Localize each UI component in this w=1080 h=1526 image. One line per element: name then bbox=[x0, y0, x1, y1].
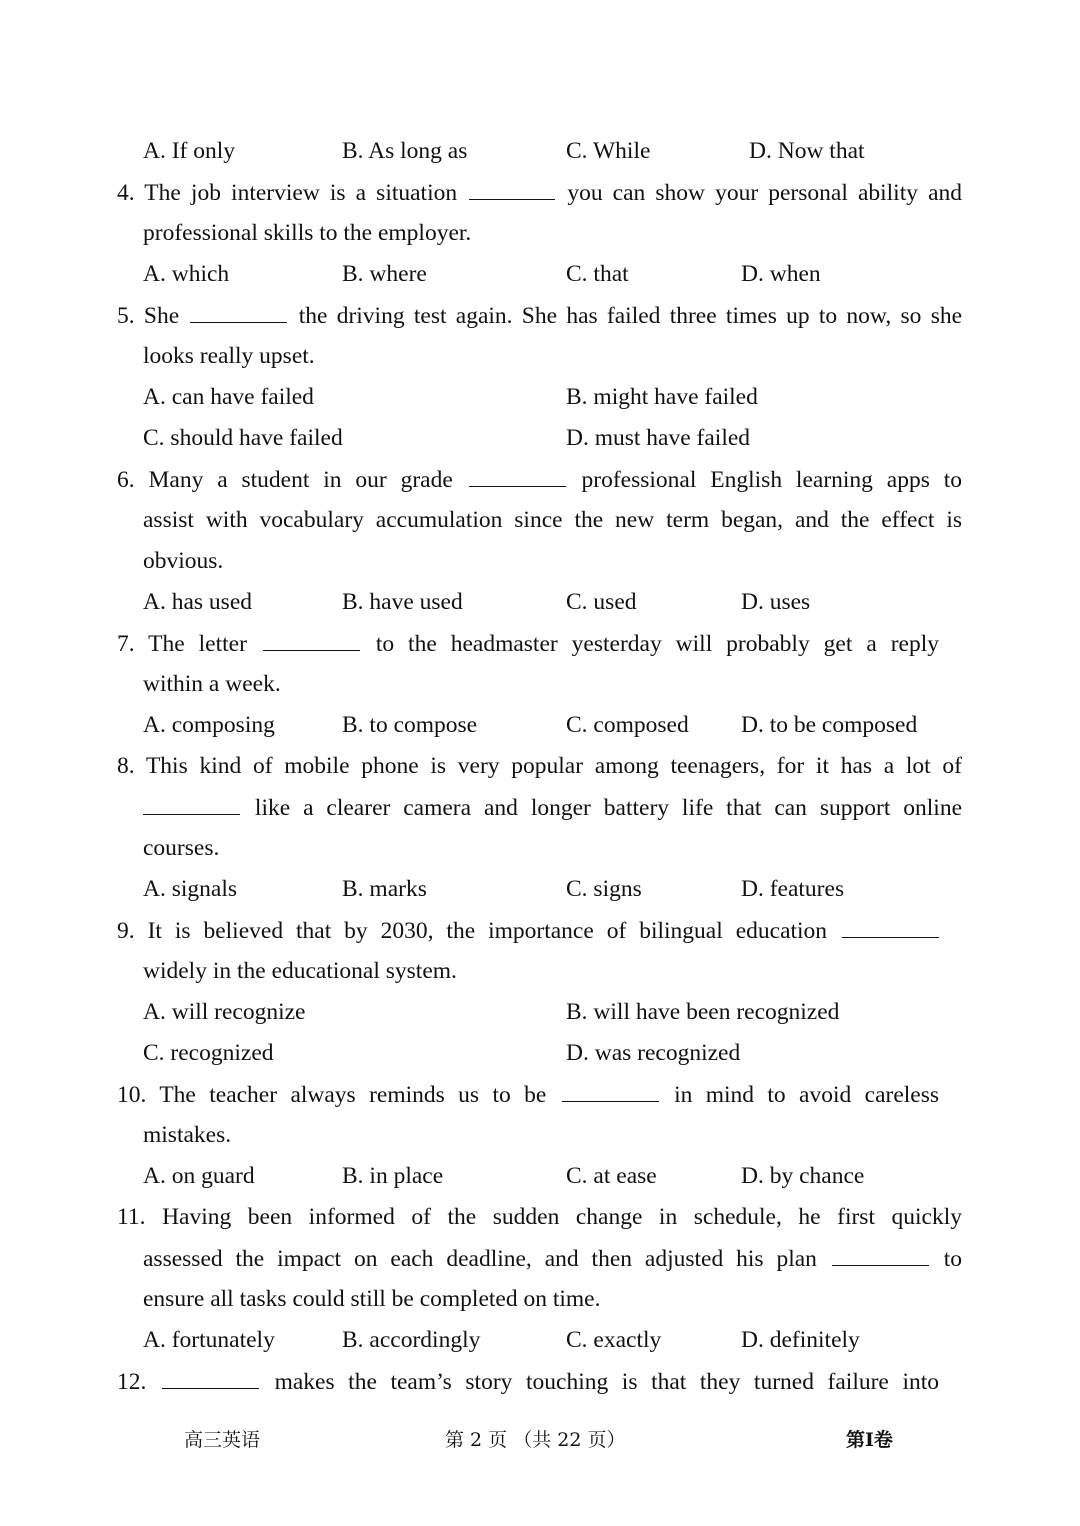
q4-blank bbox=[469, 177, 555, 200]
q7-option-d: D. to be composed bbox=[741, 712, 918, 738]
q3-option-d: D. Now that bbox=[749, 138, 865, 164]
q4-option-b: B. where bbox=[342, 261, 427, 287]
q7-blank bbox=[263, 628, 360, 651]
q5-option-d: D. must have failed bbox=[566, 425, 751, 451]
q3-option-c: C. While bbox=[566, 138, 651, 164]
q10-option-c: C. at ease bbox=[566, 1163, 657, 1189]
q3-option-a: A. If only bbox=[143, 138, 236, 164]
footer-volume: 第Ⅰ卷 bbox=[846, 1429, 893, 1451]
q9-option-d: D. was recognized bbox=[566, 1040, 741, 1066]
q10-blank bbox=[562, 1079, 659, 1102]
q7-number: 7. bbox=[117, 631, 135, 657]
q6-blank bbox=[469, 464, 566, 487]
q7-line-1: 7. The letter to the headmaster yesterday will probably get a reply bbox=[117, 628, 939, 659]
q8-option-a: A. signals bbox=[143, 876, 237, 902]
q5-option-b: B. might have failed bbox=[566, 384, 758, 410]
q11-option-b: B. accordingly bbox=[342, 1327, 481, 1353]
q4-line-2: professional skills to the employer. bbox=[143, 220, 472, 246]
footer-page-number: 第 2 页 （共 22 页） bbox=[445, 1429, 626, 1451]
q11-number: 11. bbox=[117, 1204, 146, 1230]
q6-line-1: 6. Many a student in our grade professional English learning apps to bbox=[117, 464, 962, 495]
q10-line-2: mistakes. bbox=[143, 1122, 232, 1148]
q8-number: 8. bbox=[117, 753, 135, 779]
q4-line-1: 4. The job interview is a situation you can show your personal ability and bbox=[117, 177, 962, 208]
q6-option-b: B. have used bbox=[342, 589, 463, 615]
q5-option-a: A. can have failed bbox=[143, 384, 314, 410]
q4-option-c: C. that bbox=[566, 261, 629, 287]
q8-option-b: B. marks bbox=[342, 876, 427, 902]
q11-blank bbox=[832, 1243, 929, 1266]
q7-option-b: B. to compose bbox=[342, 712, 478, 738]
q8-option-d: D. features bbox=[741, 876, 845, 902]
q11-line-3: ensure all tasks could still be completed on time. bbox=[143, 1286, 601, 1312]
q11-option-a: A. fortunately bbox=[143, 1327, 275, 1353]
q9-option-a: A. will recognize bbox=[143, 999, 306, 1025]
q10-line-1: 10. The teacher always reminds us to be in mind to avoid careless bbox=[117, 1079, 939, 1110]
q10-option-b: B. in place bbox=[342, 1163, 444, 1189]
q7-option-a: A. composing bbox=[143, 712, 275, 738]
q6-option-a: A. has used bbox=[143, 589, 252, 615]
q11-line-1: 11. Having been informed of the sudden change in schedule, he first quickly bbox=[117, 1204, 962, 1230]
q6-number: 6. bbox=[117, 467, 135, 493]
footer-subject: 高三英语 bbox=[184, 1429, 261, 1451]
q9-option-b: B. will have been recognized bbox=[566, 999, 840, 1025]
q5-line-2: looks really upset. bbox=[143, 343, 315, 369]
q9-line-1: 9. It is believed that by 2030, the importance of bilingual education bbox=[117, 915, 939, 946]
q6-line-3: obvious. bbox=[143, 548, 224, 574]
q12-number: 12. bbox=[117, 1369, 147, 1395]
q5-number: 5. bbox=[117, 303, 135, 329]
q8-line-2: like a clearer camera and longer battery life that can support online bbox=[143, 792, 962, 823]
q5-option-c: C. should have failed bbox=[143, 425, 343, 451]
q9-option-c: C. recognized bbox=[143, 1040, 274, 1066]
q12-blank bbox=[162, 1366, 259, 1389]
q9-number: 9. bbox=[117, 918, 135, 944]
q10-option-d: D. by chance bbox=[741, 1163, 865, 1189]
q7-option-c: C. composed bbox=[566, 712, 689, 738]
q8-option-c: C. signs bbox=[566, 876, 642, 902]
q4-option-a: A. which bbox=[143, 261, 230, 287]
q9-blank bbox=[842, 915, 939, 938]
q6-option-c: C. used bbox=[566, 589, 637, 615]
q4-number: 4. bbox=[117, 180, 135, 206]
q10-option-a: A. on guard bbox=[143, 1163, 255, 1189]
q3-option-b: B. As long as bbox=[342, 138, 468, 164]
q6-option-d: D. uses bbox=[741, 589, 811, 615]
q10-number: 10. bbox=[117, 1082, 147, 1108]
q5-line-1: 5. She the driving test again. She has failed three times up to now, so she bbox=[117, 300, 962, 331]
q11-line-2: assessed the impact on each deadline, and then adjusted his plan to bbox=[143, 1243, 962, 1274]
q8-blank bbox=[143, 792, 240, 815]
q6-line-2: assist with vocabulary accumulation since the new term began, and the effect is bbox=[143, 507, 962, 533]
q7-line-2: within a week. bbox=[143, 671, 281, 697]
q4-option-d: D. when bbox=[741, 261, 821, 287]
q5-blank bbox=[190, 300, 287, 323]
q9-line-2: widely in the educational system. bbox=[143, 958, 457, 984]
q12-line-1: 12. makes the team’s story touching is that they turned failure into bbox=[117, 1366, 939, 1397]
q8-line-3: courses. bbox=[143, 835, 220, 861]
q8-line-1: 8. This kind of mobile phone is very popular among teenagers, for it has a lot of bbox=[117, 753, 963, 779]
q11-option-c: C. exactly bbox=[566, 1327, 662, 1353]
q11-option-d: D. definitely bbox=[741, 1327, 860, 1353]
